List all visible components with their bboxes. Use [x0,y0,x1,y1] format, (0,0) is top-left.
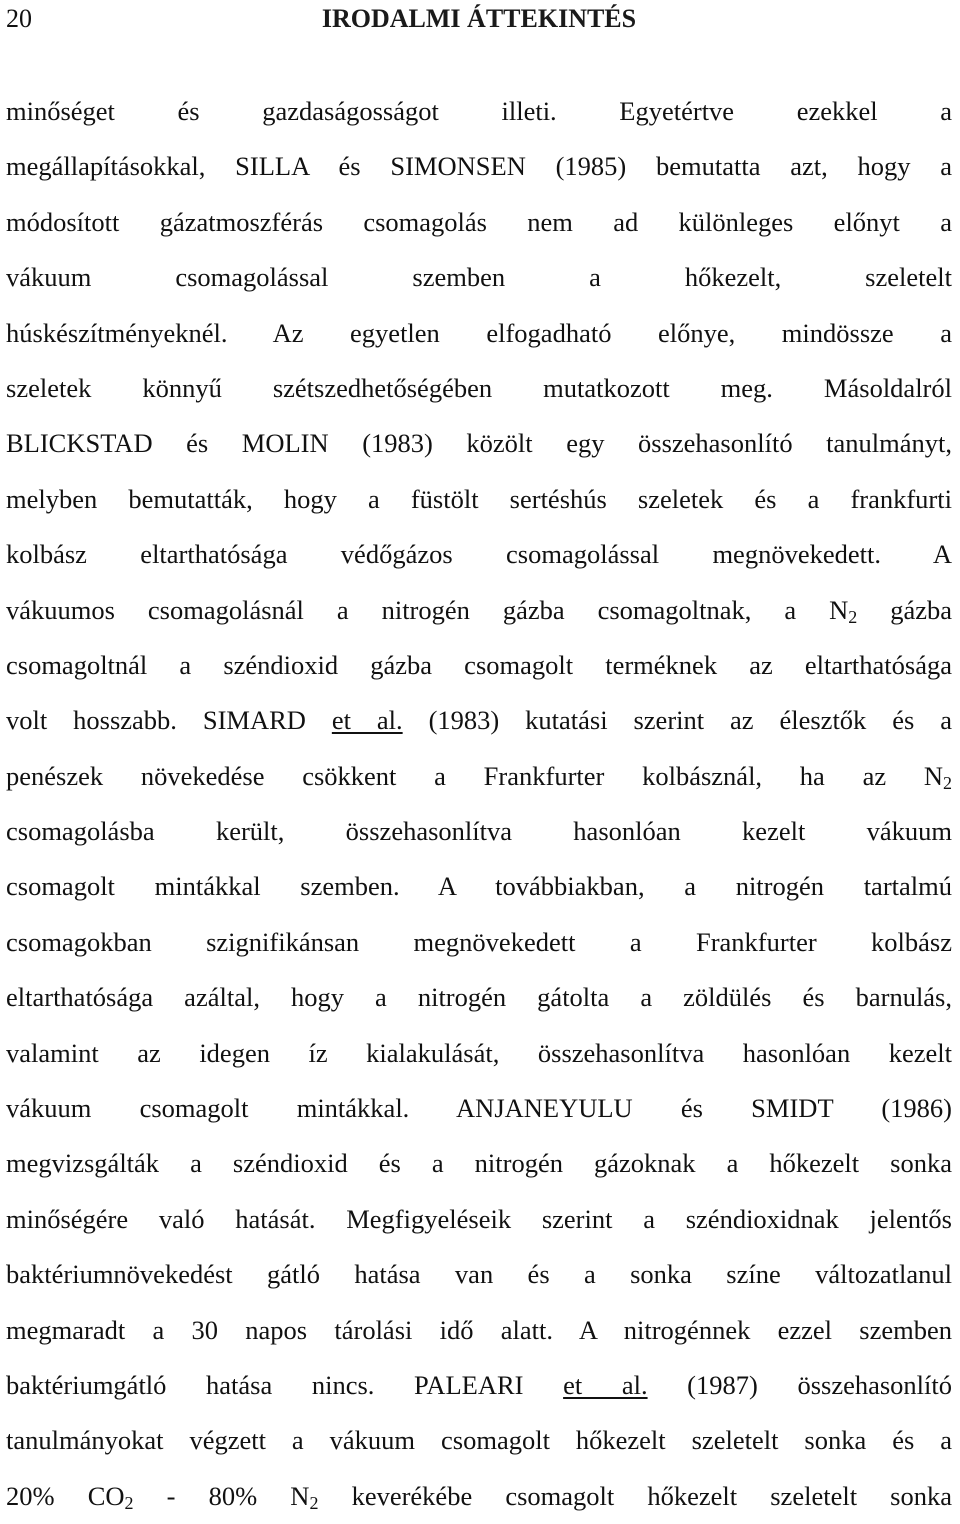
text-line [6,583,952,638]
text-line [6,1358,952,1413]
text-line: csomagoltnál a széndioxid gázba csomagolt terméknek az eltarthatósága [6,649,952,680]
text-line: minőségére való hatását. Megfigyeléseik szerint a széndioxidnak jelentős [6,1203,952,1234]
text-run: 20% CO [6,1480,125,1511]
text-line: szeletek könnyű szétszedhetőségében mutatkozott meg. Másoldalról [6,372,952,403]
text-line: vákuum csomagolással szemben a hőkezelt, szeletelt [6,262,952,293]
text-run: keverékébe csomagolt hőkezelt szeletelt sonka [318,1480,952,1511]
text-line: megmaradt a 30 napos tárolási idő alatt. A nitrogénnek ezzel szemben [6,1314,952,1345]
subscript: 2 [942,772,952,793]
text-line: BLICKSTAD és MOLIN (1983) közölt egy összehasonlító tanulmányt, [6,428,952,459]
text-line: eltarthatósága azáltal, hogy a nitrogén gátolta a zöldülés és barnulás, [6,982,952,1013]
text-line: valamint az idegen íz kialakulását, összehasonlítva hasonlóan kezelt [6,1037,952,1068]
et-al-reference: et al. [331,705,403,736]
text-line [6,1469,952,1524]
text-run: - 80% N [133,1480,310,1511]
text-run: baktériumgátló hatása nincs. PALEARI [6,1369,564,1400]
et-al-reference: et al. [563,1369,648,1400]
subscript: 2 [309,1492,319,1513]
text-line [6,749,952,804]
text-run: vákuumos csomagolásnál a nitrogén gázba csomagoltnak, a N [6,594,849,625]
text-line: húskészítményeknél. Az egyetlen elfogadható előnye, mindössze a [6,317,952,348]
text-run: (1987) összehasonlító [647,1369,953,1400]
text-line: csomagokban szignifikánsan megnövekedett a Frankfurter kolbász [6,926,952,957]
text-line: minőséget és gazdaságosságot illeti. Egyetértve ezekkel a [6,96,952,126]
subscript: 2 [124,1492,134,1513]
subscript: 2 [848,606,858,627]
text-line: csomagolt mintákkal szemben. A továbbiakban, a nitrogén tartalmú [6,871,952,902]
text-run: (1983) kutatási szerint az élesztők és a [402,705,952,736]
text-line: vákuum csomagolt mintákkal. ANJANEYULU és SMIDT (1986) [6,1093,952,1124]
text-line: megvizsgálták a széndioxid és a nitrogén gázoknak a hőkezelt sonka [6,1148,952,1179]
text-line: módosított gázatmoszférás csomagolás nem ad különleges előnyt a [6,206,952,237]
page-number: 20 [6,4,32,33]
body-paragraph [6,84,952,1524]
text-line: melyben bemutatták, hogy a füstölt sertéshús szeletek és a frankfurti [6,483,952,514]
text-line: tanulmányokat végzett a vákuum csomagolt hőkezelt szeletelt sonka és a [6,1425,952,1456]
text-line: kolbász eltarthatósága védőgázos csomagolással megnövekedett. A [6,539,952,570]
text-run: gázba [857,594,952,625]
text-line: csomagolásba került, összehasonlítva hasonlóan kezelt vákuum [6,816,952,847]
text-line [6,693,952,748]
running-title: IRODALMI ÁTTEKINTÉS [321,4,637,33]
text-run: volt hosszabb. SIMARD [6,705,332,736]
page-header [6,2,952,36]
text-run: penészek növekedése csökkent a Frankfurter kolbásznál, ha az N [6,760,943,791]
text-line: megállapításokkal, SILLA és SIMONSEN (1985) bemutatta azt, hogy a [6,151,952,182]
text-line: baktériumnövekedést gátló hatása van és a sonka színe változatlanul [6,1259,952,1290]
